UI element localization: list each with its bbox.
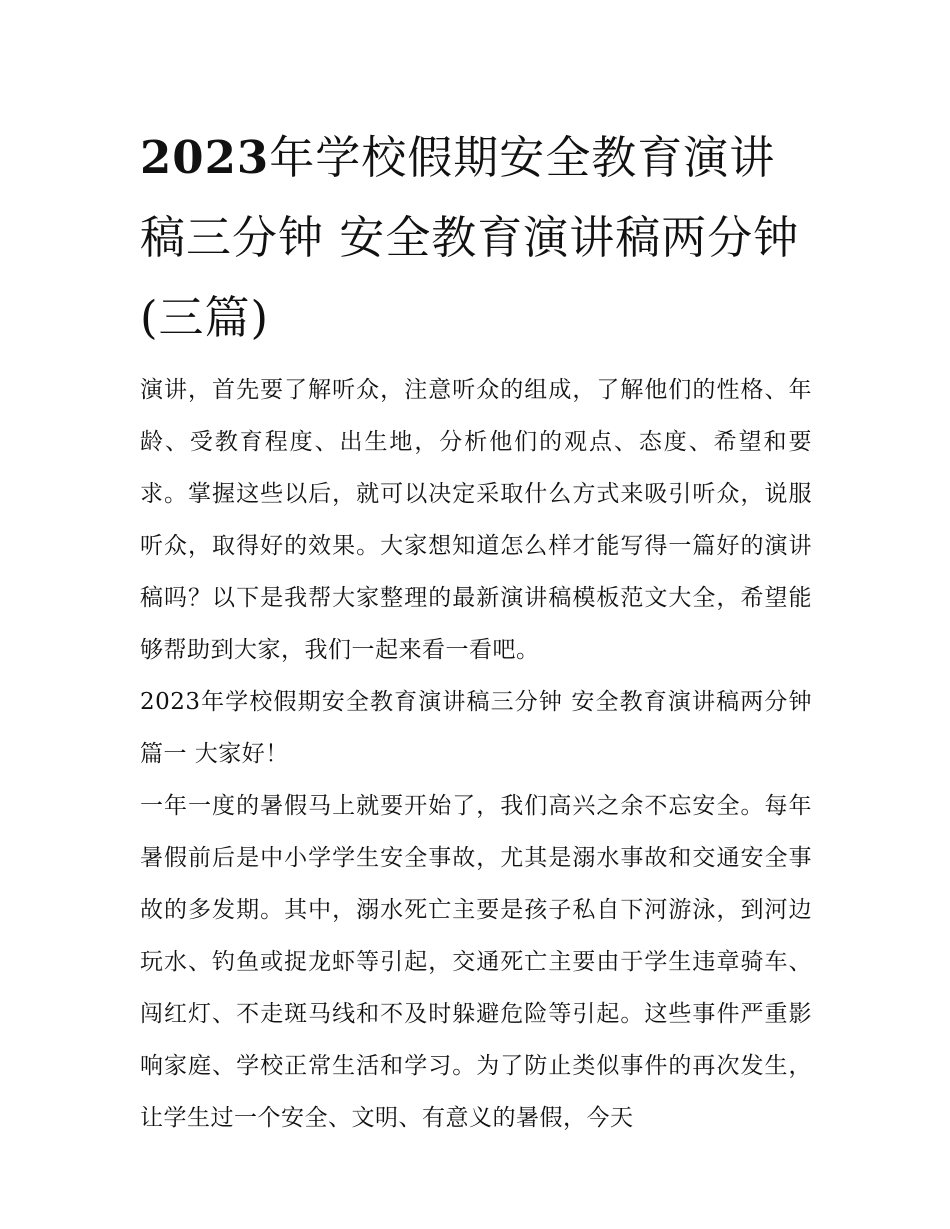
document-title [140,118,812,358]
intro-paragraph: 演讲，首先要了解听众，注意听众的组成，了解他们的性格、年龄、受教育程度、出生地，分析他们的观点、态度、希望和要求。掌握这些以后，就可以决定采取什么方式来吸引听众，说服听众，取得好的效果。大家想知道怎么样才能写得一篇好的演讲稿吗？以下是我帮大家整理的最新演讲稿模板范文大全，希望能够帮助到大家，我们一起来看一看吧。 [140,377,812,663]
body-paragraph: 一年一度的暑假马上就要开始了，我们高兴之余不忘安全。每年暑假前后是中小学学生安全事故，尤其是溺水事故和交通安全事故的多发期。其中，溺水死亡主要是孩子私自下河游泳，到河边玩水、钓鱼或捉龙虾等引起，交通死亡主要由于学生违章骑车、闯红灯、不走斑马线和不及时躲避危险等引起。这些事件严重影响家庭、学校正常生活和学习。为了防止类似事件的再次发生，让学生过一个安全、文明、有意义的暑假，今天 [140,793,812,1131]
title-text: 年学校假期安全教育演讲稿三分钟 安全教育演讲稿两分钟(三篇) [140,131,800,344]
title-year: 2023 [140,131,270,184]
section-heading: 2023年学校假期安全教育演讲稿三分钟 安全教育演讲稿两分钟篇一 大家好！ [140,689,812,767]
document-page [140,118,812,1144]
